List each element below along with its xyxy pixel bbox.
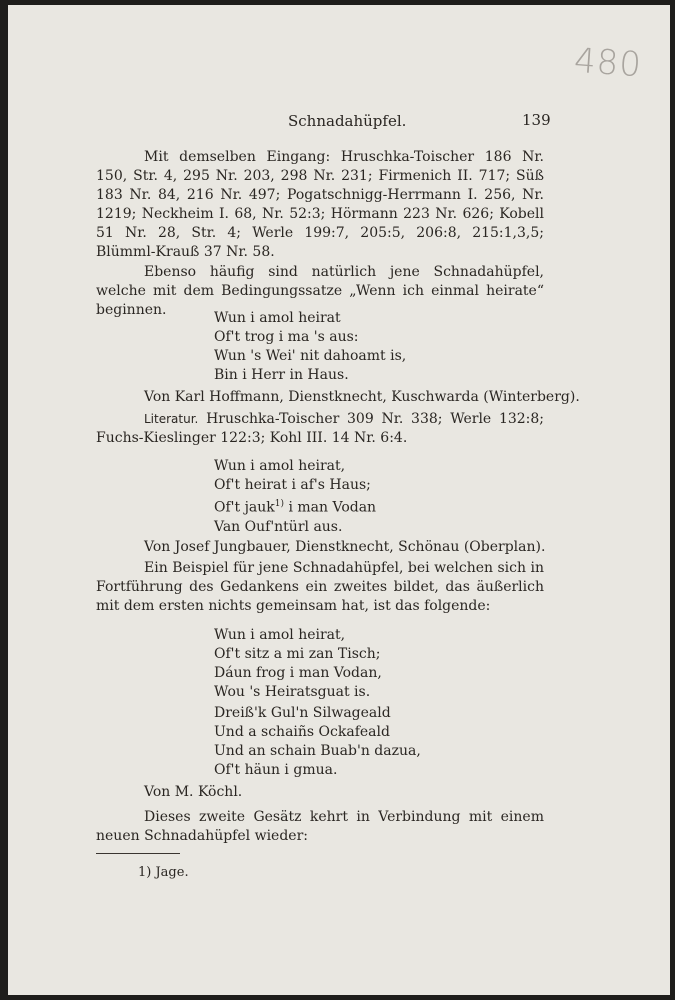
verse-line: Of't heirat i af's Haus;	[214, 477, 371, 493]
paragraph-closing	[96, 808, 544, 846]
verse-line: Und an schain Buab'n dazua,	[214, 743, 421, 759]
footnote: 1) Jage.	[138, 865, 189, 880]
literature-block	[96, 410, 544, 448]
verse-line: Of't trog i ma 's aus:	[214, 329, 359, 345]
verse-3a	[214, 626, 382, 702]
verse-line: Wun i amol heirat,	[214, 627, 346, 643]
verse-line: Wun i amol heirat	[214, 310, 341, 326]
verse-3b	[214, 704, 421, 780]
running-head: Schnadahüpfel.	[288, 112, 407, 130]
references-text: Mit demselben Eingang: Hruschka-Toischer 186 Nr. 150, Str. 4, 295 Nr. 203, 298 Nr. 231; Firmenich II. 717; Süß 183 Nr. 84, 216 Nr. 497; Pogatschnigg-Herrmann I. 256, Nr. 1219; Neckheim I. 68, Nr. 52:3; Hörmann 223 Nr. 626; Kobell 51 Nr. 28, Str. 4; Werle 199:7, 205:5, 206:8, 215:1,3,5; Blümml-Krauß 37 Nr. 58.	[96, 149, 544, 260]
verse-line: Dreiß'k Gul'n Silwageald	[214, 705, 391, 721]
page-number: 139	[522, 111, 551, 129]
verse-line: Of't jauk$^{1)}$ i man Vodan	[214, 499, 377, 516]
verse-line: Wou 's Heiratsguat is.	[214, 684, 371, 700]
verse-line: Und a schaiñs Ockafeald	[214, 724, 390, 740]
footnote-divider	[96, 853, 180, 854]
verse-line: Of't sitz a mi zan Tisch;	[214, 646, 381, 662]
source-attribution-1: Von Karl Hoffmann, Dienstknecht, Kuschwarda (Winterberg).	[144, 389, 580, 405]
footnote-marker: 1)	[274, 499, 285, 509]
book-page	[8, 5, 670, 995]
paragraph-references	[96, 148, 544, 262]
verse-line: Bin i Herr in Haus.	[214, 367, 349, 383]
paragraph-example	[96, 559, 544, 616]
verse-line: Wun 's Wei' nit dahoamt is,	[214, 348, 407, 364]
example-text: Ein Beispiel für jene Schnadahüpfel, bei welchen sich in Fortführung des Gedankens ein zweites bildet, das äußerlich mit dem ersten nichts gemeinsam hat, ist das folgende:	[96, 560, 544, 614]
closing-text: Dieses zweite Gesätz kehrt in Verbindung mit einem neuen Schnadahüpfel wieder:	[96, 809, 544, 844]
verse-1	[214, 309, 406, 385]
source-attribution-3: Von M. Köchl.	[144, 784, 243, 800]
source-attribution-2: Von Josef Jungbauer, Dienstknecht, Schönau (Oberplan).	[144, 539, 546, 555]
verse-line: Wun i amol heirat,	[214, 458, 346, 474]
verse-line: Dáun frog i man Vodan,	[214, 665, 382, 681]
pencil-annotation: 480	[572, 40, 644, 86]
literature-text: Hruschka-Toischer 309 Nr. 338; Werle 132:8; Fuchs-Kieslinger 122:3; Kohl III. 14 Nr. 6:4.	[96, 411, 545, 446]
literature-label: Literatur.	[144, 412, 199, 426]
verse-line: Of't häun i gmua.	[214, 762, 338, 778]
intro-text: Ebenso häufig sind natürlich jene Schnadahüpfel, welche mit dem Bedingungssatze „Wenn ich einmal heirate“ beginnen.	[96, 264, 544, 318]
verse-2	[214, 457, 376, 537]
verse-line: Van Ouf'ntürl aus.	[214, 518, 343, 535]
